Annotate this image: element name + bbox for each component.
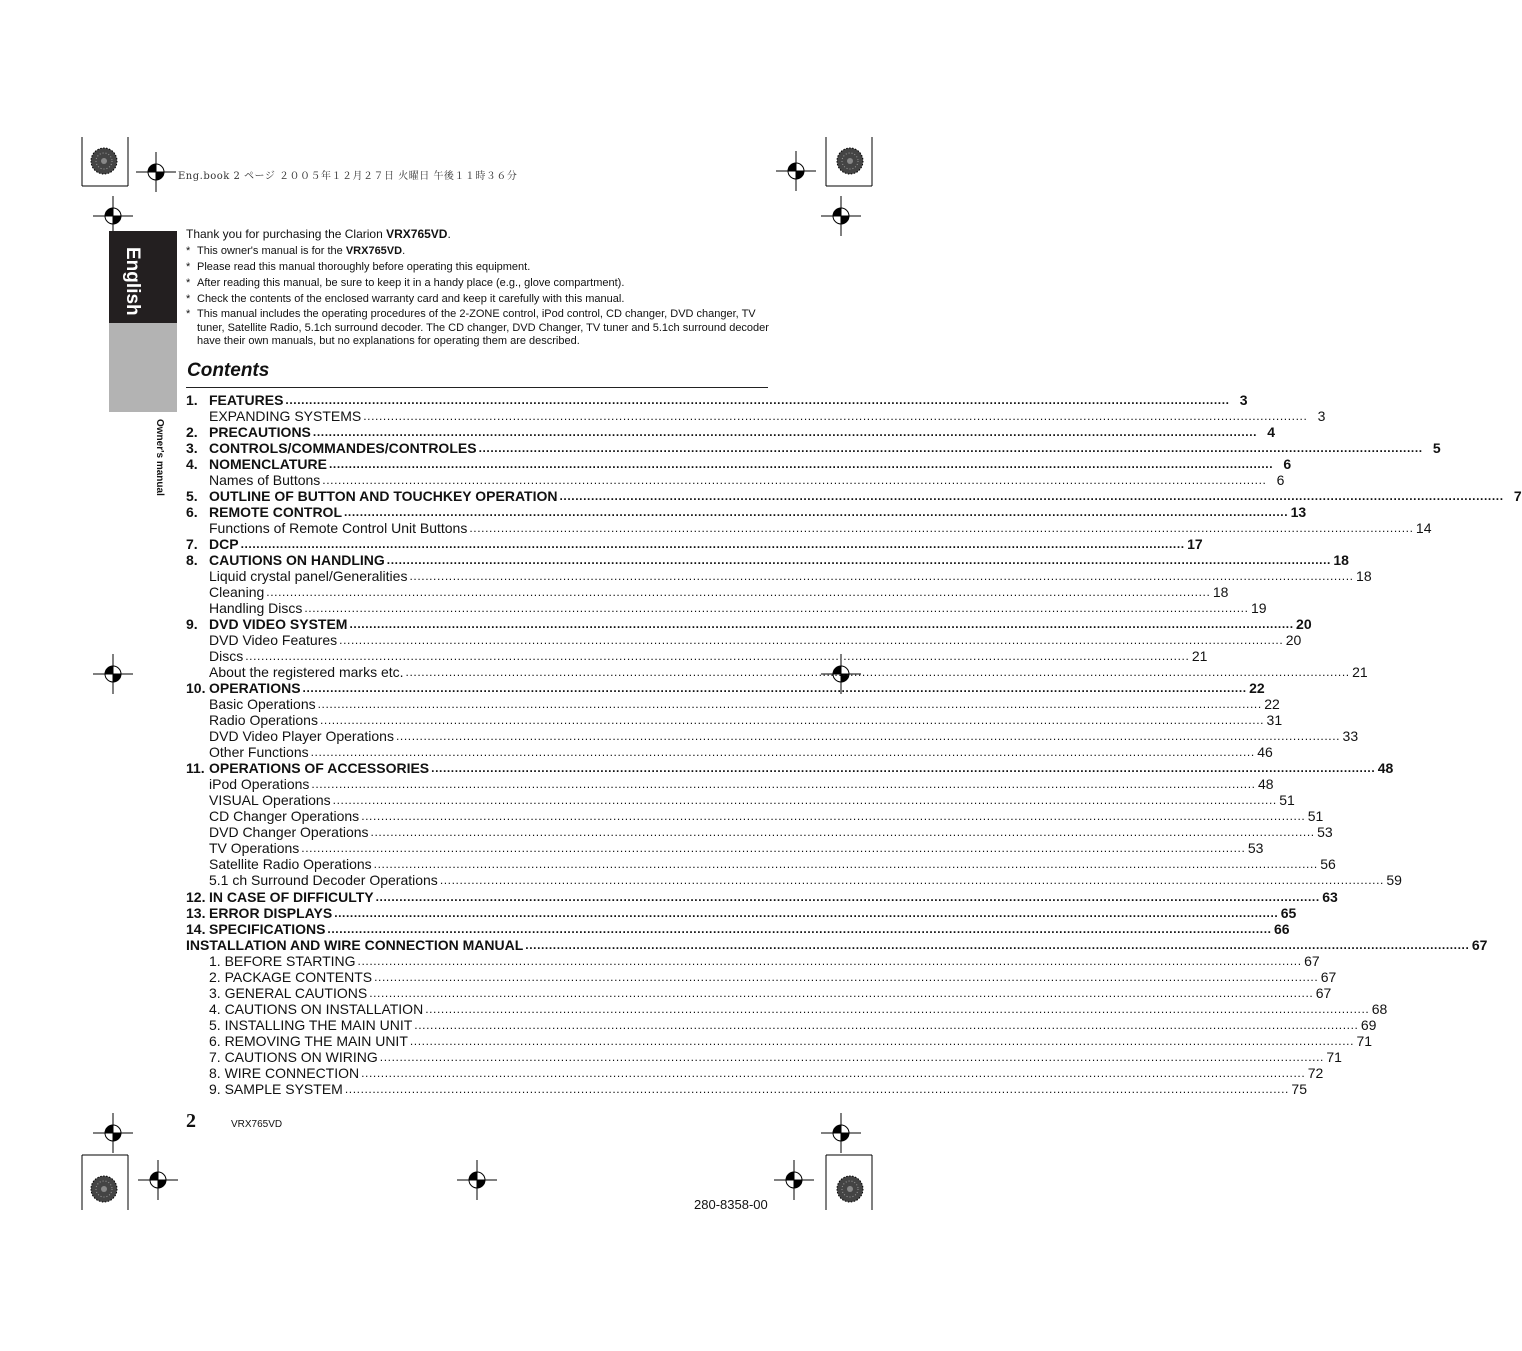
toc-entry-page: 48: [1377, 760, 1394, 777]
toc-entry[interactable]: [186, 1016, 1377, 1033]
toc-leader-dots: [363, 408, 1307, 424]
toc-entry-title: 3. GENERAL CAUTIONS: [209, 984, 368, 1001]
intro-note: [186, 259, 776, 275]
toc-entry[interactable]: [186, 984, 1332, 1001]
toc-entry-page: 67: [1315, 984, 1332, 1001]
intro-thanks: [186, 226, 776, 242]
note-text: This manual includes the operating procedures of the 2-ZONE control, iPod control, CD changer, DVD changer, TV tuner, Satellite Radio, 5.1ch surround decoder. The CD changer, DVD Changer, TV tuner and 5.1ch surround decoder have their own manuals, but no explanations for operating them are described.: [197, 308, 769, 347]
toc-entry-title: DCP: [209, 536, 239, 553]
intro-note: [186, 291, 776, 307]
toc-entry-page: 13: [1290, 504, 1307, 521]
toc-entry[interactable]: [186, 696, 1280, 713]
toc-entry-title: iPod Operations: [209, 776, 310, 793]
toc-entry-page: 7: [1513, 488, 1522, 505]
star-target-bottom-right: [837, 1176, 863, 1202]
toc-entry[interactable]: [186, 968, 1337, 985]
toc-entry-page: 22: [1264, 696, 1280, 713]
toc-entry-number: 11.: [186, 760, 205, 777]
toc-leader-dots: [425, 1001, 1369, 1017]
toc-entry-page: 19: [1250, 600, 1267, 617]
toc-entry[interactable]: [186, 872, 1402, 889]
toc-entry[interactable]: [186, 728, 1359, 745]
toc-leader-dots: [414, 1017, 1358, 1033]
toc-entry-number: 8.: [186, 552, 198, 569]
toc-entry-page: 56: [1320, 856, 1336, 873]
toc-entry-title: DVD Video Features: [209, 632, 338, 649]
toc-entry[interactable]: [186, 616, 1312, 633]
intro-note: [186, 243, 776, 259]
toc-entry-number: 9.: [186, 616, 198, 633]
toc-leader-dots: [431, 760, 1375, 776]
register-mark-left-upper: [93, 196, 133, 236]
toc-leader-dots: [320, 712, 1264, 728]
toc-entry-title: About the registered marks etc.: [209, 664, 404, 681]
register-mark-top-right: [776, 151, 816, 191]
toc-entry-page: 22: [1249, 680, 1265, 697]
toc-leader-dots: [241, 536, 1185, 552]
toc-entry-title: Liquid crystal panel/Generalities: [209, 568, 408, 585]
toc-entry-page: 68: [1371, 1000, 1388, 1017]
toc-entry[interactable]: [186, 392, 1248, 409]
note-asterisk: *: [186, 293, 191, 305]
toc-leader-dots: [380, 1049, 1324, 1065]
toc-entry-page: 31: [1266, 712, 1283, 729]
toc-leader-dots: [318, 696, 1262, 712]
toc-entry[interactable]: [186, 648, 1208, 665]
toc-entry-page: 18: [1333, 552, 1349, 569]
toc-entry-page: 67: [1320, 968, 1337, 985]
toc-entry-page: 59: [1386, 872, 1402, 889]
toc-entry-title: 5.1 ch Surround Decoder Operations: [209, 872, 438, 889]
toc-entry-page: 53: [1247, 840, 1264, 857]
toc-leader-dots: [559, 488, 1503, 504]
toc-entry[interactable]: [186, 1064, 1324, 1081]
toc-entry-title: OPERATIONS OF ACCESSORIES: [209, 760, 430, 777]
page-number: 2: [186, 1110, 196, 1132]
toc-entry-page: 18: [1356, 568, 1372, 585]
toc-entry-page: 20: [1285, 632, 1302, 649]
toc-leader-dots: [311, 744, 1255, 760]
toc-entry-title: 9. SAMPLE SYSTEM: [209, 1080, 343, 1097]
note-model: VRX765VD: [345, 245, 403, 257]
toc-leader-dots: [333, 792, 1277, 808]
contents-rule: [186, 387, 768, 388]
toc-entry-page: 67: [1304, 952, 1320, 969]
toc-entry-number: 3.: [186, 440, 198, 457]
toc-entry-title: OPERATIONS: [209, 680, 301, 697]
note-asterisk: *: [186, 245, 191, 257]
toc-entry-page: 18: [1212, 584, 1229, 601]
toc-entry[interactable]: [186, 488, 1522, 505]
toc-entry-title: NOMENCLATURE: [209, 456, 327, 473]
toc-entry[interactable]: [186, 904, 1297, 921]
intro-note: [186, 308, 776, 349]
toc-entry[interactable]: [186, 680, 1265, 697]
toc-entry-page: 17: [1187, 536, 1203, 553]
toc-entry-title: CONTROLS/COMMANDES/CONTROLES: [209, 440, 477, 457]
note-suffix: .: [402, 245, 406, 257]
side-tab-dark: [109, 231, 177, 323]
toc-entry-title: Satellite Radio Operations: [209, 856, 372, 873]
toc-leader-dots: [361, 808, 1305, 824]
side-tab-light: [109, 323, 177, 496]
toc-leader-dots: [303, 680, 1247, 696]
note-asterisk: *: [186, 308, 191, 320]
toc-entry-page: 67: [1471, 936, 1488, 953]
toc-entry-page: 3: [1317, 408, 1326, 425]
note-asterisk: *: [186, 277, 191, 289]
toc-leader-dots: [344, 504, 1288, 520]
toc-entry-title: ERROR DISPLAYS: [209, 904, 333, 921]
toc-entry[interactable]: [186, 808, 1324, 825]
toc-leader-dots: [313, 424, 1257, 440]
toc-entry-title: SPECIFICATIONS: [209, 920, 326, 937]
toc-entry-page: 48: [1257, 776, 1274, 793]
toc-entry[interactable]: [186, 952, 1320, 969]
toc-entry[interactable]: [186, 520, 1432, 537]
toc-entry[interactable]: [186, 568, 1372, 585]
register-mark-bottom-center: [457, 1160, 497, 1200]
toc-entry-title: TV Operations: [209, 840, 300, 857]
toc-entry-page: 20: [1296, 616, 1312, 633]
register-mark-right-upper: [821, 196, 861, 236]
toc-entry[interactable]: [186, 552, 1349, 569]
toc-leader-dots: [396, 728, 1340, 744]
toc-entry-page: 6: [1276, 472, 1285, 489]
file-header: Eng.book 2 ページ ２００５年１２月２７日 火曜日 午後１１時３６分: [178, 171, 518, 182]
toc-entry-page: 53: [1317, 824, 1333, 841]
note-text: Check the contents of the enclosed warranty card and keep it carefully with this manual.: [197, 293, 625, 305]
toc-entry-page: 14: [1415, 520, 1432, 537]
toc-leader-dots: [406, 664, 1350, 680]
toc-entry-number: 7.: [186, 536, 198, 553]
toc-leader-dots: [345, 1081, 1289, 1097]
toc-entry-page: 69: [1360, 1016, 1377, 1033]
toc-entry-number: 4.: [186, 456, 198, 473]
toc-entry-title: DVD Video Player Operations: [209, 728, 394, 745]
register-mark-right-lower: [821, 1113, 861, 1153]
star-target-bottom-left: [91, 1176, 117, 1202]
toc-entry-title: IN CASE OF DIFFICULTY: [209, 888, 374, 905]
toc-entry[interactable]: [186, 1080, 1307, 1097]
toc-entry-title: Cleaning: [209, 584, 265, 601]
star-target-top-left: [91, 148, 117, 174]
toc-entry[interactable]: [186, 456, 1292, 473]
side-tab: [109, 231, 177, 496]
toc-entry-title: Basic Operations: [209, 696, 316, 713]
toc-entry[interactable]: [186, 584, 1229, 601]
toc-leader-dots: [371, 824, 1315, 840]
toc-entry-title: CD Changer Operations: [209, 808, 360, 825]
toc-entry[interactable]: [186, 744, 1273, 761]
toc-entry[interactable]: [186, 1000, 1388, 1017]
toc-entry-title: 8. WIRE CONNECTION: [209, 1064, 360, 1081]
toc-entry[interactable]: [186, 504, 1307, 521]
toc-entry-page: 6: [1283, 456, 1292, 473]
toc-entry-title: Names of Buttons: [209, 472, 321, 489]
footer-model: VRX765VD: [231, 1119, 283, 1130]
toc-entry-title: Handling Discs: [209, 600, 303, 617]
intro-suffix: .: [447, 227, 451, 241]
table-of-contents: [186, 392, 1522, 1097]
toc-leader-dots: [409, 568, 1353, 584]
toc-entry[interactable]: [186, 760, 1394, 777]
toc-leader-dots: [369, 985, 1313, 1001]
toc-entry-title: Discs: [209, 648, 244, 665]
toc-entry-page: 51: [1279, 792, 1295, 809]
toc-leader-dots: [349, 616, 1293, 632]
toc-leader-dots: [266, 584, 1210, 600]
toc-entry-title: 7. CAUTIONS ON WIRING: [209, 1048, 378, 1065]
toc-entry-title: VISUAL Operations: [209, 792, 331, 809]
toc-entry-page: 63: [1322, 888, 1338, 905]
toc-leader-dots: [339, 632, 1283, 648]
toc-entry-title: CAUTIONS ON HANDLING: [209, 552, 385, 569]
toc-entry-number: 2.: [186, 424, 198, 441]
toc-entry-page: 71: [1356, 1032, 1373, 1049]
toc-leader-dots: [322, 472, 1266, 488]
toc-entry-page: 72: [1307, 1064, 1324, 1081]
toc-leader-dots: [387, 552, 1331, 568]
side-tab-manual: Owner's manual: [154, 419, 165, 496]
toc-entry-title: PRECAUTIONS: [209, 424, 311, 441]
toc-leader-dots: [329, 456, 1273, 472]
toc-entry[interactable]: [186, 840, 1264, 857]
toc-entry-title: 6. REMOVING THE MAIN UNIT: [209, 1032, 408, 1049]
toc-entry-number: 1.: [186, 392, 198, 409]
toc-entry-page: 66: [1274, 920, 1290, 937]
toc-leader-dots: [479, 440, 1423, 456]
toc-leader-dots: [525, 937, 1469, 953]
intro: [186, 226, 776, 349]
toc-entry-page: 75: [1291, 1080, 1307, 1097]
toc-entry-page: 33: [1342, 728, 1359, 745]
toc-entry[interactable]: [186, 792, 1295, 809]
toc-entry[interactable]: [186, 472, 1285, 489]
intro-notes: [186, 243, 776, 349]
toc-entry-number: 10.: [186, 680, 206, 697]
toc-entry[interactable]: [186, 776, 1274, 793]
contents-title: Contents: [187, 360, 270, 381]
register-mark-top-left: [136, 152, 176, 192]
toc-leader-dots: [358, 953, 1302, 969]
toc-entry[interactable]: [186, 424, 1276, 441]
intro-prefix: Thank you for purchasing the Clarion: [186, 227, 387, 241]
toc-entry-number: 12.: [186, 888, 206, 905]
toc-entry-number: 14.: [186, 920, 206, 937]
toc-entry-page: 46: [1257, 744, 1273, 761]
register-mark-bottom-left: [138, 1160, 178, 1200]
toc-entry-page: 51: [1307, 808, 1324, 825]
toc-entry[interactable]: [186, 600, 1267, 617]
register-mark-left-lower: [93, 1113, 133, 1153]
toc-entry-title: Radio Operations: [209, 712, 318, 729]
toc-entry-title: Functions of Remote Control Unit Buttons: [209, 520, 468, 537]
toc-entry[interactable]: [186, 920, 1290, 937]
toc-leader-dots: [469, 520, 1413, 536]
note-text: After reading this manual, be sure to keep it in a handy place (e.g., glove compartment).: [197, 277, 625, 289]
footer-doc-code: 280-8358-00: [694, 1197, 768, 1212]
toc-entry[interactable]: [186, 824, 1333, 841]
toc-entry-title: 5. INSTALLING THE MAIN UNIT: [209, 1016, 413, 1033]
toc-entry-page: 5: [1432, 440, 1441, 457]
toc-entry-title: 2. PACKAGE CONTENTS: [209, 968, 373, 985]
toc-entry[interactable]: [186, 632, 1302, 649]
register-mark-left-middle: [93, 654, 133, 694]
toc-leader-dots: [245, 648, 1189, 664]
toc-leader-dots: [301, 840, 1245, 856]
toc-entry-page: 71: [1326, 1048, 1342, 1065]
toc-leader-dots: [374, 856, 1318, 872]
note-text: Please read this manual thoroughly before operating this equipment.: [197, 261, 531, 273]
toc-entry[interactable]: [186, 888, 1338, 905]
star-target-top-right: [837, 148, 863, 174]
toc-entry[interactable]: [186, 536, 1203, 553]
toc-entry[interactable]: [186, 856, 1336, 873]
note-asterisk: *: [186, 261, 191, 273]
toc-entry[interactable]: [186, 440, 1441, 457]
toc-entry-title: DVD VIDEO SYSTEM: [209, 616, 348, 633]
toc-entry-title: DVD Changer Operations: [209, 824, 369, 841]
toc-leader-dots: [374, 969, 1318, 985]
intro-model: VRX765VD: [386, 227, 448, 241]
toc-leader-dots: [285, 392, 1229, 408]
toc-leader-dots: [376, 889, 1320, 905]
toc-leader-dots: [440, 872, 1384, 888]
toc-entry-page: 4: [1267, 424, 1276, 441]
toc-entry-title: Other Functions: [209, 744, 309, 761]
toc-entry-title: 4. CAUTIONS ON INSTALLATION: [209, 1000, 424, 1017]
toc-entry-title: OUTLINE OF BUTTON AND TOUCHKEY OPERATION: [209, 488, 558, 505]
note-text: This owner's manual is for the: [197, 245, 346, 257]
toc-leader-dots: [410, 1033, 1354, 1049]
side-tab-language: English: [122, 247, 143, 316]
toc-entry-title: EXPANDING SYSTEMS: [209, 408, 362, 425]
toc-entry-number: 6.: [186, 504, 198, 521]
toc-leader-dots: [361, 1065, 1305, 1081]
intro-note: [186, 275, 776, 291]
toc-entry-title: REMOTE CONTROL: [209, 504, 342, 521]
toc-entry-page: 21: [1352, 664, 1368, 681]
toc-entry-title: INSTALLATION AND WIRE CONNECTION MANUAL: [186, 936, 524, 953]
toc-entry[interactable]: [186, 936, 1488, 953]
toc-entry[interactable]: [186, 664, 1368, 681]
toc-entry-page: 65: [1280, 904, 1297, 921]
toc-entry-page: 3: [1239, 392, 1248, 409]
toc-entry-page: 21: [1191, 648, 1208, 665]
toc-entry-title: 1. BEFORE STARTING: [209, 952, 356, 969]
toc-entry-title: FEATURES: [209, 392, 284, 409]
toc-leader-dots: [304, 600, 1248, 616]
toc-entry-number: 5.: [186, 488, 198, 505]
toc-leader-dots: [327, 921, 1271, 937]
toc-entry[interactable]: [186, 408, 1326, 425]
toc-leader-dots: [334, 905, 1278, 921]
toc-entry-number: 13.: [186, 904, 206, 921]
toc-entry[interactable]: [186, 1048, 1342, 1065]
toc-leader-dots: [311, 776, 1255, 792]
toc-entry[interactable]: [186, 1032, 1373, 1049]
toc-entry[interactable]: [186, 712, 1283, 729]
register-mark-bottom-right: [774, 1160, 814, 1200]
